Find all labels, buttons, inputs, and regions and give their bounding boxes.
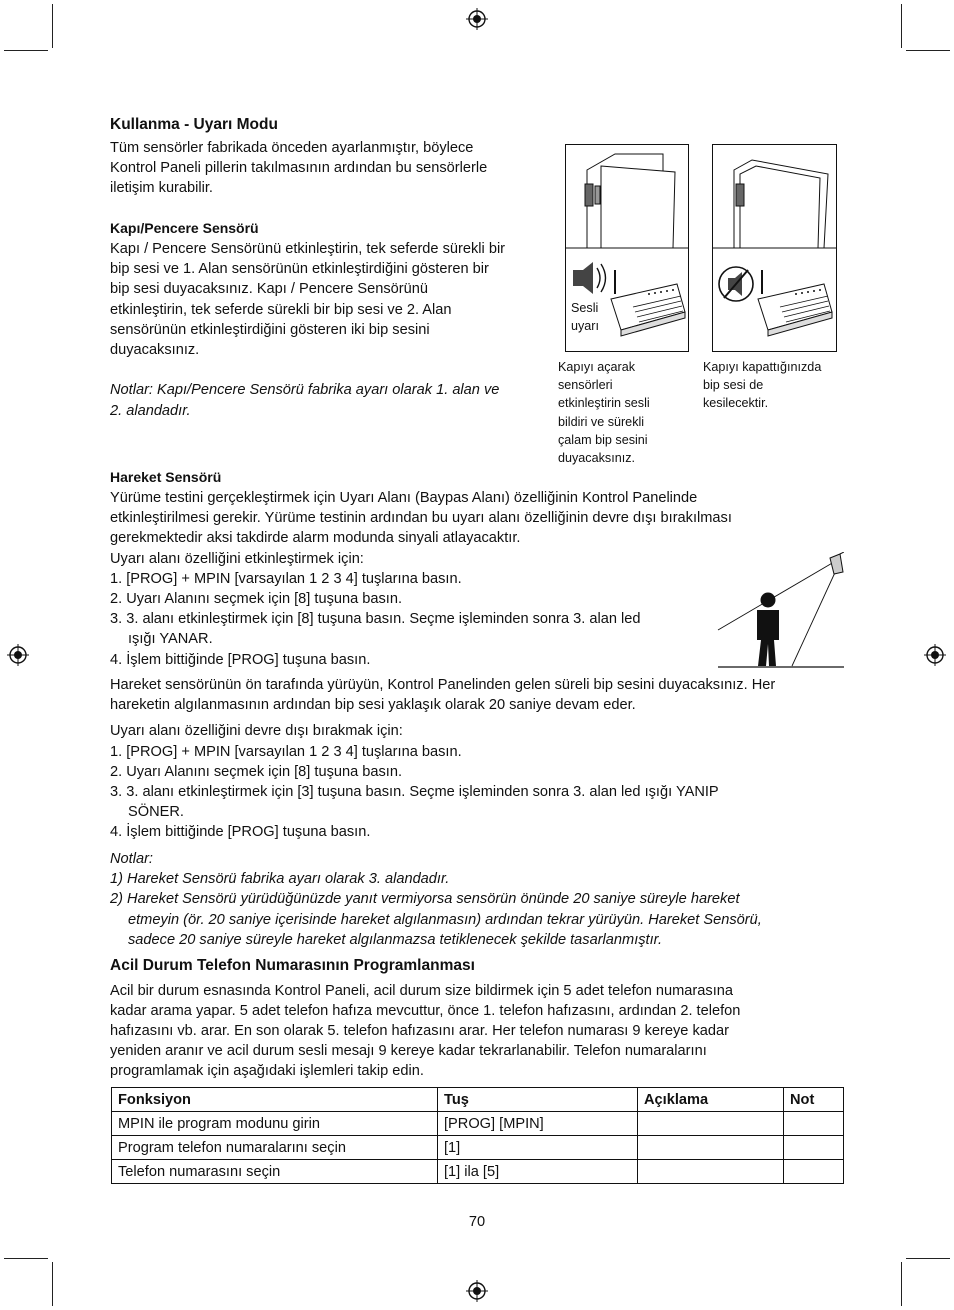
table-cell: Telefon numarasını seçin: [112, 1160, 438, 1184]
caption-left-line: Kapıyı açarak: [558, 360, 636, 374]
door-closed-illustration: [712, 144, 837, 352]
speaker-label-line: uyarı: [571, 319, 599, 333]
intro-line: Kontrol Paneli pillerin takılmasının ardından bu sensörlerle: [110, 160, 488, 176]
door-text-line: bip sesi duyacaksınız. Kapı / Pencere Sensörünü: [110, 281, 429, 297]
caption-left-line: etkinleştirin sesli: [558, 396, 650, 410]
table-header-cell: Not: [784, 1088, 844, 1112]
caption-left-line: sensörleri: [558, 378, 613, 392]
enable-step: ışığı YANAR.: [128, 631, 213, 647]
caption-left-line: duyacaksınız.: [558, 451, 636, 465]
crop-mark: [901, 1262, 902, 1306]
registration-mark-icon: [466, 8, 488, 30]
caption-right-line: bip sesi de: [703, 378, 764, 392]
table-cell: [784, 1160, 844, 1184]
emergency-text-line: programlamak için aşağıdaki işlemleri takip edin.: [110, 1063, 424, 1079]
door-text-line: bip sesi ve 1. Alan sensörünün etkinleştirdiğini gösteren bir: [110, 261, 489, 277]
note-line: 2) Hareket Sensörü yürüdüğünüzde yanıt vermiyorsa sensörün önünde 20 saniye süreyle hareket: [110, 891, 740, 907]
door-text-line: etkinleştirin, tek seferde sürekli bir bip sesi ve 2. Alan: [110, 302, 452, 318]
table-cell: [784, 1112, 844, 1136]
table-header-cell: Fonksiyon: [112, 1088, 438, 1112]
speaker-label-line: Sesli: [571, 301, 599, 315]
enable-step: 3. 3. alanı etkinleştirmek için [8] tuşuna basın. Seçme işleminden sonra 3. alan led: [110, 611, 641, 627]
page-number: 70: [468, 1214, 486, 1230]
table-cell: [1] ila [5]: [438, 1160, 638, 1184]
section-title: Acil Durum Telefon Numarasının Programlanması: [110, 957, 475, 974]
door-sensor-heading: Kapı/Pencere Sensörü: [110, 220, 259, 236]
caption-left-line: bildiri ve sürekli: [558, 415, 645, 429]
table-header-row: [112, 1088, 844, 1112]
caption-right-line: kesilecektir.: [703, 396, 769, 410]
function-table: [111, 1087, 844, 1184]
door-note-line: 2. alandadır.: [110, 403, 191, 419]
table-cell: [PROG] [MPIN]: [438, 1112, 638, 1136]
disable-title: Uyarı alanı özelliğini devre dışı bırakmak için:: [110, 723, 403, 739]
walk-text-line: Hareket sensörünün ön tarafında yürüyün, Kontrol Panelinden gelen süreli bip sesini duyacaksınız. Her: [110, 677, 776, 693]
crop-mark: [52, 4, 53, 48]
crop-mark: [4, 50, 48, 51]
disable-step: SÖNER.: [128, 804, 184, 820]
crop-mark: [4, 1258, 48, 1259]
note-line: 1) Hareket Sensörü fabrika ayarı olarak 3. alandadır.: [110, 871, 450, 887]
note-line: sadece 20 saniye süreyle hareket algılanmazsa tetiklenecek şekilde tasarlanmıştır.: [128, 932, 663, 948]
disable-step: 3. 3. alanı etkinleştirmek için [3] tuşuna basın. Seçme işleminden sonra 3. alan led ışığı YANIP: [110, 784, 719, 800]
enable-step: 1. [PROG] + MPIN [varsayılan 1 2 3 4] tuşlarına basın.: [110, 571, 462, 587]
caption-left-line: çalam bip sesini: [558, 433, 648, 447]
registration-mark-icon: [466, 1280, 488, 1302]
caption-right-line: Kapıyı kapattığınızda: [703, 360, 822, 374]
registration-mark-icon: [7, 644, 29, 666]
table-cell: [638, 1160, 784, 1184]
enable-step: 4. İşlem bittiğinde [PROG] tuşuna basın.: [110, 652, 371, 668]
motion-intro-line: gerekmektedir aksi takdirde alarm modunda sinyali atlayacaktır.: [110, 530, 521, 546]
crop-mark: [52, 1262, 53, 1306]
door-text-line: Kapı / Pencere Sensörünü etkinleştirin, tek seferde sürekli bir: [110, 241, 506, 257]
motion-intro-line: Yürüme testini gerçekleştirmek için Uyarı Alanı (Baypas Alanı) özelliğinin Kontrol Panelinde: [110, 490, 698, 506]
table-row: [112, 1112, 844, 1136]
walk-text-line: hareketin algılanmasının ardından bip sesi yaklaşık olarak 20 saniye devam eder.: [110, 697, 636, 713]
table-row: [112, 1136, 844, 1160]
emergency-text-line: yeniden aranır ve acil durum sesli mesajı 9 kereye kadar tekrarlanabilir. Telefon numaralarını: [110, 1043, 707, 1059]
table-header-cell: Tuş: [438, 1088, 638, 1112]
emergency-text-line: kadar arama yapar. 5 adet telefon hafıza mevcuttur, önce 1. telefon hafızasını, ardından 2. telefon: [110, 1003, 741, 1019]
table-cell: [784, 1136, 844, 1160]
intro-line: Tüm sensörler fabrikada önceden ayarlanmıştır, böylece: [110, 140, 474, 156]
motion-sensor-heading: Hareket Sensörü: [110, 469, 222, 485]
emergency-text-line: Acil bir durum esnasında Kontrol Paneli, acil durum size bildirmek için 5 adet telefon numarasına: [110, 983, 733, 999]
motion-intro-line: etkinleştirilmesi gerekir. Yürüme testinin ardından bu uyarı alanı özelliğinin devre dışı bırakılması: [110, 510, 732, 526]
registration-mark-icon: [924, 644, 946, 666]
enable-title: Uyarı alanı özelliğini etkinleştirmek için:: [110, 551, 364, 567]
table-header-cell: Açıklama: [638, 1088, 784, 1112]
door-note-line: Notlar: Kapı/Pencere Sensörü fabrika ayarı olarak 1. alan ve: [110, 382, 500, 398]
intro-line: iletişim kurabilir.: [110, 180, 213, 196]
table-cell: [638, 1136, 784, 1160]
notes-title: Notlar:: [110, 851, 153, 867]
table-cell: [1]: [438, 1136, 638, 1160]
emergency-text-line: hafızasını vb. arar. En son olarak 5. telefon hafızasını arar. Her telefon numarası 9 kereye kadar: [110, 1023, 729, 1039]
table-cell: MPIN ile program modunu girin: [112, 1112, 438, 1136]
table-row: [112, 1160, 844, 1184]
walk-test-illustration: [716, 552, 844, 668]
table-cell: [638, 1112, 784, 1136]
disable-step: 2. Uyarı Alanını seçmek için [8] tuşuna basın.: [110, 764, 403, 780]
section-title: Kullanma - Uyarı Modu: [110, 116, 278, 133]
disable-step: 1. [PROG] + MPIN [varsayılan 1 2 3 4] tuşlarına basın.: [110, 744, 462, 760]
note-line: etmeyin (ör. 20 saniye içerisinde hareket algılanmasın) ardından tekrar yürüyün. Hareket Sensörü,: [128, 912, 762, 928]
table-cell: Program telefon numaralarını seçin: [112, 1136, 438, 1160]
crop-mark: [901, 4, 902, 48]
disable-step: 4. İşlem bittiğinde [PROG] tuşuna basın.: [110, 824, 371, 840]
enable-step: 2. Uyarı Alanını seçmek için [8] tuşuna basın.: [110, 591, 403, 607]
crop-mark: [906, 50, 950, 51]
crop-mark: [906, 1258, 950, 1259]
door-text-line: sensörünün etkinleştirdiğini gösteren iki bip sesini: [110, 322, 430, 338]
door-text-line: duyacaksınız.: [110, 342, 200, 358]
